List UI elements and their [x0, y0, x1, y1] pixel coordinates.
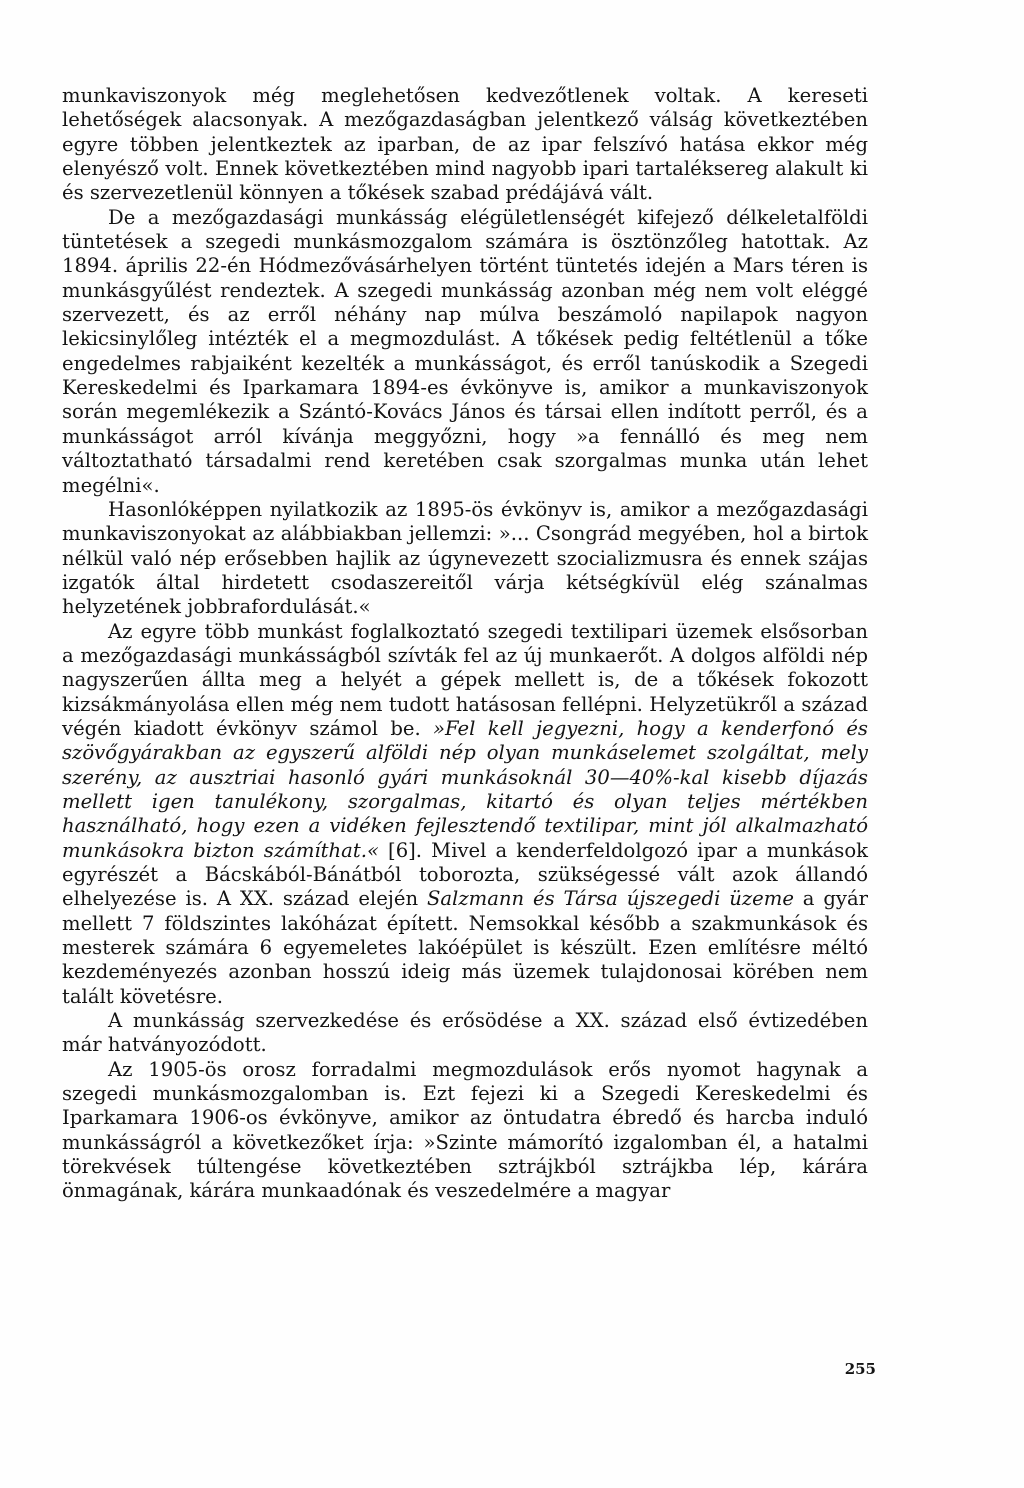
body-text	[62, 84, 868, 1204]
paragraph	[62, 1058, 868, 1204]
text-segment: [6]. Mivel a kenderfeldolgozó ipar a munkások egyrészét a Bácskából-Bánátból toborozta, szükségessé vált azok állandó elhelyezése is. A XX. század elején	[62, 838, 868, 911]
paragraph	[62, 620, 868, 1010]
quoted-italic-text: »Fel kell jegyezni, hogy a kenderfonó és szövőgyárakban az egyszerű alföldi nép olyan munkáselemet szolgáltat, mely szerény, az ausztriai hasonló gyári munkásoknál 30—40%-kal kisebb díjazás mellett igen tanulékony, szorgalmas, kitartó és olyan teljes mértékben használható, hogy ezen a vidéken fejlesztendő textilipar, mint jól alkalmazható munkásokra bizton számíthat.«	[62, 716, 868, 862]
text-segment: A munkásság szervezkedése és erősödése a XX. század első évtizedében már hatványozódott.	[62, 1009, 868, 1057]
text-segment: munkaviszonyok még meglehetősen kedvezőtlenek voltak. A kereseti lehetőségek alacsonyak. A mezőgazdaságban jelentkező válság következtében egyre többen jelentkeztek az iparban, de az ipar felszívó hatása ekkor még elenyésző volt. Ennek következtében mind nagyobb ipari tartaléksereg alakult ki és szervezetlenül könnyen a tőkések szabad prédájává vált.	[62, 84, 868, 205]
text-segment: a gyár mellett 7 földszintes lakóházat épített. Nemsokkal később a szakmunkások és mesterek számára 6 egyemeletes lakóépület is készült. Ezen említésre méltó kezdeményezés azonban hosszú ideig más üzemek tulajdonosai körében nem talált követésre.	[62, 887, 868, 1008]
paragraph	[62, 84, 868, 206]
paragraph	[62, 206, 868, 498]
company-name-italic: Salzmann és Társa újszegedi üzeme	[426, 887, 794, 911]
page-number: 255	[844, 1360, 876, 1378]
text-segment: Hasonlóképpen nyilatkozik az 1895-ös évkönyv is, amikor a mezőgazdasági munkaviszonyokat az alábbiakban jellemzi: »... Csongrád megyében, hol a birtok nélkül való nép erősebben hajlik az úgynevezett szocializmusra és ennek szájas izgatók által hirdetett csodaszereitől várja kétségkívül elég szánalmas helyzetének jobbrafordulását.«	[62, 497, 868, 619]
paragraph	[62, 1009, 868, 1058]
text-segment: Az 1905-ös orosz forradalmi megmozdulások erős nyomot hagynak a szegedi munkásmozgalomban is. Ezt fejezi ki a Szegedi Kereskedelmi és Iparkamara 1906-os évkönyve, amikor az öntudatra ébredő és harcba induló munkásságról a következőket írja: »Szinte mámorító izgalomban él, a hatalmi törekvések túltengése következtében sztrájkból sztrájkba lép, kárára önmagának, kárára munkaadónak és veszedelmére a magyar	[62, 1057, 868, 1203]
text-segment: Az egyre több munkást foglalkoztató szegedi textilipari üzemek elsősorban a mezőgazdasági munkásságból szívták fel az új munkaerőt. A dolgos alföldi nép nagyszerűen állta meg a helyét a gépek mellett is, de a tőkések fokozott kizsákmányolása ellen még nem tudott hatásosan fellépni. Helyzetükről a század végén kiadott évkönyv számol be.	[62, 619, 868, 740]
paragraph	[62, 498, 868, 620]
text-segment: De a mezőgazdasági munkásság elégületlenségét kifejező délkeletalföldi tüntetések a szegedi munkásmozgalom számára is ösztönzőleg hatottak. Az 1894. április 22-én Hódmezővásárhelyen történt tüntetés idején a Mars téren is munkásgyűlést rendeztek. A szegedi munkásság azonban még nem volt eléggé szervezett, és az erről néhány nap múlva beszámoló napilapok nagyon lekicsinylőleg intézték el a megmozdulást. A tőkések pedig feltétlenül a tőke engedelmes rabjaiként kezelték a munkásságot, és erről tanúskodik a Szegedi Kereskedelmi és Iparkamara 1894-es évkönyve is, amikor a munkaviszonyok során megemlékezik a Szántó-Kovács János és társai ellen indított perről, és a munkásságot arról kívánja meggyőzni, hogy »a fennálló és meg nem változtatható társadalmi rend keretében csak szorgalmas munka után lehet megélni«.	[62, 205, 868, 497]
